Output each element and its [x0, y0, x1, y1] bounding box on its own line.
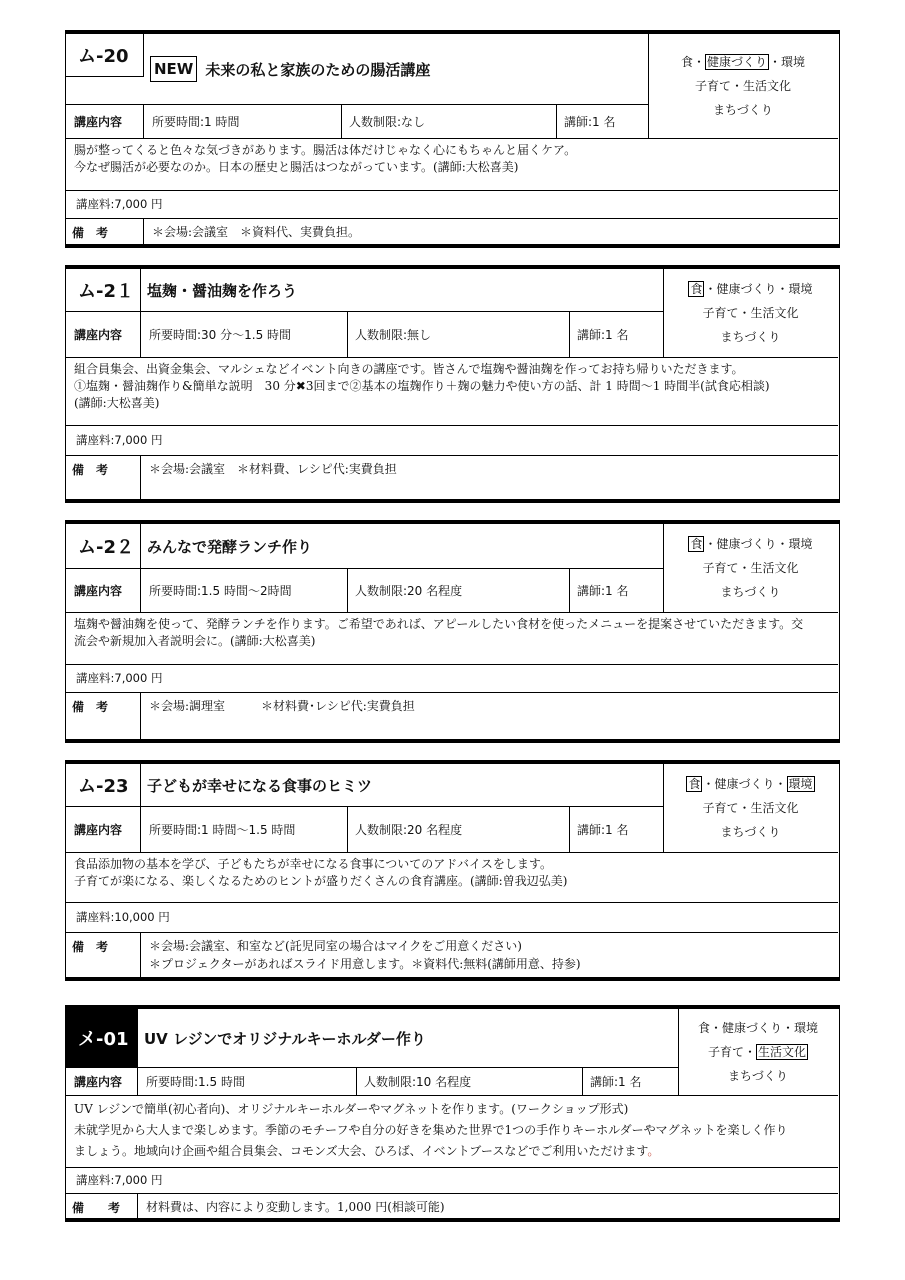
course-card-me01: [65, 1005, 840, 1222]
category-health: 健康づくり: [716, 537, 777, 551]
category-culture-selected: 生活文化: [758, 1045, 807, 1059]
course-card-mu20: [65, 30, 840, 248]
category-list: 食 ・健康づくり・ 環境 子育て・生活文化 まちづくり: [688, 777, 813, 839]
course-card-mu22: [65, 520, 840, 743]
course-fee: 講座料:7,000 円: [76, 1173, 163, 1187]
notes-label: 備 考: [72, 700, 109, 714]
category-env-selected: 環境: [788, 777, 813, 791]
course-description: 塩麹や醤油麹を使って、発酵ランチを作ります。ご希望であれば、アピールしたい食材を使ったメニューを提案させていただきます。交 流会や新規加入者説明会に。(講師:大松喜美): [74, 617, 804, 648]
course-title: [144, 34, 648, 104]
category-env: 環境: [794, 1021, 819, 1035]
capacity-limit: 人数制限:20 名程度: [355, 583, 463, 598]
category-culture: 生活文化: [750, 306, 799, 320]
course-description: UV レジンで簡単(初心者向)、オリジナルキーホルダーやマグネットを作ります。(ワークショップ形式) 未就学児から大人まで楽しめます。季節のモチーフや自分の好きを集めた世界で1つの手作りキーホルダーやマグネットを楽しく作り ましょう。地域向け企画や組合員集会、コモンズ大会、ひろば、イベントブースなどでご利用いただけます。: [74, 1102, 788, 1158]
category-culture: 生活文化: [750, 801, 799, 815]
content-label: 講座内容: [74, 114, 123, 129]
course-title: 子どもが幸せになる食事のヒミツ: [147, 776, 373, 795]
category-food: 食: [697, 1021, 710, 1035]
course-title-text: 未来の私と家族のための腸活講座: [205, 60, 431, 79]
category-food-selected: 食: [690, 282, 703, 296]
course-description: 組合員集会、出資金集会、マルシェなどイベント向きの講座です。皆さんで塩麹や醤油麹を作ってお持ち帰りいただきます。 ①塩麹・醤油麹作り&簡単な説明 30 分✖3回まで②基本の塩麹作り＋麹の魅力や使い方の話、計 1 時間～1 時間半(試食応相談) (講師:大松喜美): [74, 362, 770, 410]
category-town: まちづくり: [720, 825, 781, 839]
instructor-count: 講師:1 名: [590, 1074, 642, 1089]
category-health: 健康づくり: [716, 282, 777, 296]
category-list: 食 ・健康づくり・環境 子育て・生活文化 まちづくり: [690, 282, 813, 344]
capacity-limit: 人数制限:無し: [355, 327, 432, 342]
category-health: 健康づくり: [721, 1021, 782, 1035]
category-town: まちづくり: [720, 585, 781, 599]
course-fee: 講座料:10,000 円: [76, 910, 170, 924]
category-food: 食: [680, 55, 693, 69]
category-culture: 生活文化: [743, 79, 792, 93]
course-description: 腸が整ってくると色々な気づきがあります。腸活は体だけじゃなく心にもちゃんと届くケア。 今なぜ腸活が必要なのか。日本の歴史と腸活はつながっています。(講師:大松喜美): [74, 143, 577, 174]
category-food-selected: 食: [690, 537, 703, 551]
course-notes: ＊会場:調理室 ＊材料費･レシピ代:実費負担: [149, 699, 415, 713]
new-badge: NEW: [150, 56, 197, 82]
instructor-count: 講師:1 名: [564, 114, 616, 129]
course-title: みんなで発酵ランチ作り: [147, 537, 313, 556]
trailing-mark: 。: [647, 1144, 660, 1158]
time-required: 所要時間:30 分～1.5 時間: [149, 327, 292, 342]
content-label: 講座内容: [74, 583, 123, 598]
course-card-mu23: [65, 760, 840, 981]
course-title: 塩麹・醤油麹を作ろう: [147, 281, 298, 300]
capacity-limit: 人数制限:20 名程度: [355, 822, 463, 837]
course-title: UV レジンでオリジナルキーホルダー作り: [144, 1029, 426, 1048]
notes-label: 備 考: [72, 940, 109, 954]
course-code: メ-01: [66, 1009, 138, 1067]
time-required: 所要時間:1 時間: [152, 114, 240, 129]
course-notes: ＊会場:会議室 ＊資料代、実費負担。: [152, 225, 361, 239]
course-fee: 講座料:7,000 円: [76, 433, 163, 447]
course-notes: ＊会場:会議室 ＊材料費、レシピ代:実費負担: [149, 462, 397, 476]
category-town: まちづくり: [720, 330, 781, 344]
time-required: 所要時間:1.5 時間: [146, 1074, 245, 1089]
category-childcare: 子育て: [707, 1045, 744, 1059]
category-env: 環境: [788, 282, 813, 296]
category-town: まちづくり: [713, 103, 773, 117]
category-env: 環境: [788, 537, 813, 551]
course-code: ム-20: [78, 46, 129, 67]
category-childcare: 子育て: [702, 306, 739, 320]
category-childcare: 子育て: [702, 801, 739, 815]
capacity-limit: 人数制限:なし: [349, 114, 426, 129]
category-health-selected: 健康づくり: [706, 55, 767, 69]
notes-label: 備 考: [72, 463, 109, 477]
category-culture: 生活文化: [750, 561, 799, 575]
category-list: 食・ 健康づくり ・環境 子育て・生活文化 まちづくり: [680, 55, 806, 117]
category-childcare: 子育て: [694, 79, 731, 93]
course-fee: 講座料:7,000 円: [76, 197, 163, 211]
category-health: 健康づくり: [714, 777, 775, 791]
course-description: 食品添加物の基本を学び、子どもたちが幸せになる食事についてのアドバイスをします。 子育てが楽になる、楽しくなるためのヒントが盛りだくさんの食育講座。(講師:曽我辺弘美): [74, 857, 568, 888]
instructor-count: 講師:1 名: [577, 583, 629, 598]
category-childcare: 子育て: [702, 561, 739, 575]
notes-label: 備 考: [72, 1201, 121, 1215]
category-food-selected: 食: [688, 777, 701, 791]
notes-label: 備 考: [72, 226, 109, 240]
course-notes: 材料費は、内容により変動します。1,000 円(相談可能): [146, 1200, 445, 1214]
category-list: 食・健康づくり・環境 子育て・ 生活文化 まちづくり: [697, 1021, 819, 1083]
course-code: ム-2１: [78, 281, 134, 302]
time-required: 所要時間:1 時間～1.5 時間: [149, 822, 296, 837]
capacity-limit: 人数制限:10 名程度: [364, 1074, 472, 1089]
category-env: 環境: [781, 55, 806, 69]
course-code: ム-2２: [78, 537, 134, 558]
course-notes: ＊会場:会議室、和室など(託児同室の場合はマイクをご用意ください) ＊プロジェクターがあればスライド用意します。＊資料代:無料(講師用意、持参): [149, 939, 581, 971]
instructor-count: 講師:1 名: [577, 327, 629, 342]
content-label: 講座内容: [74, 822, 123, 837]
instructor-count: 講師:1 名: [577, 822, 629, 837]
category-list: 食 ・健康づくり・環境 子育て・生活文化 まちづくり: [690, 537, 813, 599]
time-required: 所要時間:1.5 時間～2時間: [149, 583, 292, 598]
course-fee: 講座料:7,000 円: [76, 671, 163, 685]
category-town: まちづくり: [728, 1069, 788, 1083]
content-label: 講座内容: [74, 1074, 123, 1089]
content-label: 講座内容: [74, 327, 123, 342]
course-code: ム-23: [78, 776, 129, 797]
course-card-mu21: [65, 265, 840, 503]
